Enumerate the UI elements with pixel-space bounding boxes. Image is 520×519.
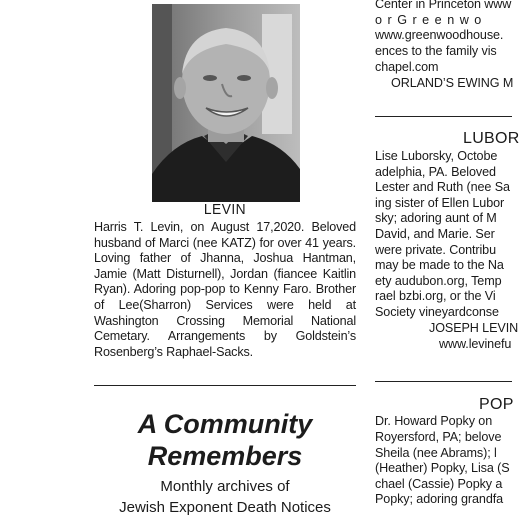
funeral-home-website: www.levinefu (439, 337, 512, 351)
text-line: Society vineyardconse (375, 305, 499, 319)
deceased-name-heading: LEVIN (203, 201, 247, 218)
text-line: ences to the family vis (375, 44, 497, 58)
text-line: rael bzbi.org, or the Vi (375, 289, 496, 303)
text-line: David, and Marie. Ser (375, 227, 495, 241)
section-divider (375, 381, 512, 382)
funeral-home-signature: ORLAND’S EWING M (391, 76, 514, 90)
promo-title-line-2: Remembers (147, 441, 303, 471)
promo-subtitle-line-1: Monthly archives of (160, 478, 290, 495)
text-line: Lise Luborsky, Octobe (375, 149, 498, 163)
text-line: chael (Cassie) Popky a (375, 477, 503, 491)
promo-subtitle-line-2: Jewish Exponent Death Notices (119, 499, 331, 516)
text-line: Lester and Ruth (nee Sa (375, 180, 510, 194)
text-line: www.greenwoodhouse. (375, 28, 504, 42)
text-line: ety audubon.org, Temp (375, 274, 502, 288)
promo-title-line-1: A Community (137, 409, 313, 439)
deceased-name-heading: LUBOR (463, 130, 520, 147)
text-line: o r G r e e n w o (375, 13, 483, 27)
deceased-name-heading: POP (479, 396, 514, 413)
text-line: were private. Contribu (375, 243, 496, 257)
text-line: Dr. Howard Popky on (375, 414, 493, 428)
obituary-text-levin: Harris T. Levin, on August 17,2020. Beloved husband of Marci (nee KATZ) for over 41 years. Loving father of Jhanna, Joshua Hantman, Jamie (Matt Disturnell), Jordan (fiancee Kaitlin Ryan). Adoring pop-pop to Kenny Faro. Brother of Lee(Sharron) Services were held at Washington Crossing Memorial National Cemetary. Arrangements by Goldstein’s Rosenberg’s Raphael-Sacks. (94, 220, 356, 359)
text-line: chapel.com (375, 60, 439, 74)
obituary-column-right (375, 0, 520, 512)
section-divider (94, 385, 356, 386)
text-line: Royersford, PA; belove (375, 430, 502, 444)
text-line: ing sister of Ellen Lubor (375, 196, 505, 210)
text-line: (Heather) Popky, Lisa (S (375, 461, 510, 475)
text-line: Popky; adoring grandfa (375, 492, 504, 506)
text-line: Center in Princeton www (375, 0, 512, 11)
text-line: Sheila (nee Abrams); l (375, 446, 497, 460)
portrait-illustration (152, 4, 300, 202)
obituary-column-left (94, 0, 356, 516)
portrait-photo (152, 4, 300, 202)
section-divider (375, 116, 512, 117)
text-line: may be made to the Na (375, 258, 504, 272)
funeral-home-signature: JOSEPH LEVIN (429, 321, 519, 335)
text-line: sky; adoring aunt of M (375, 211, 497, 225)
text-line: adelphia, PA. Beloved (375, 165, 496, 179)
